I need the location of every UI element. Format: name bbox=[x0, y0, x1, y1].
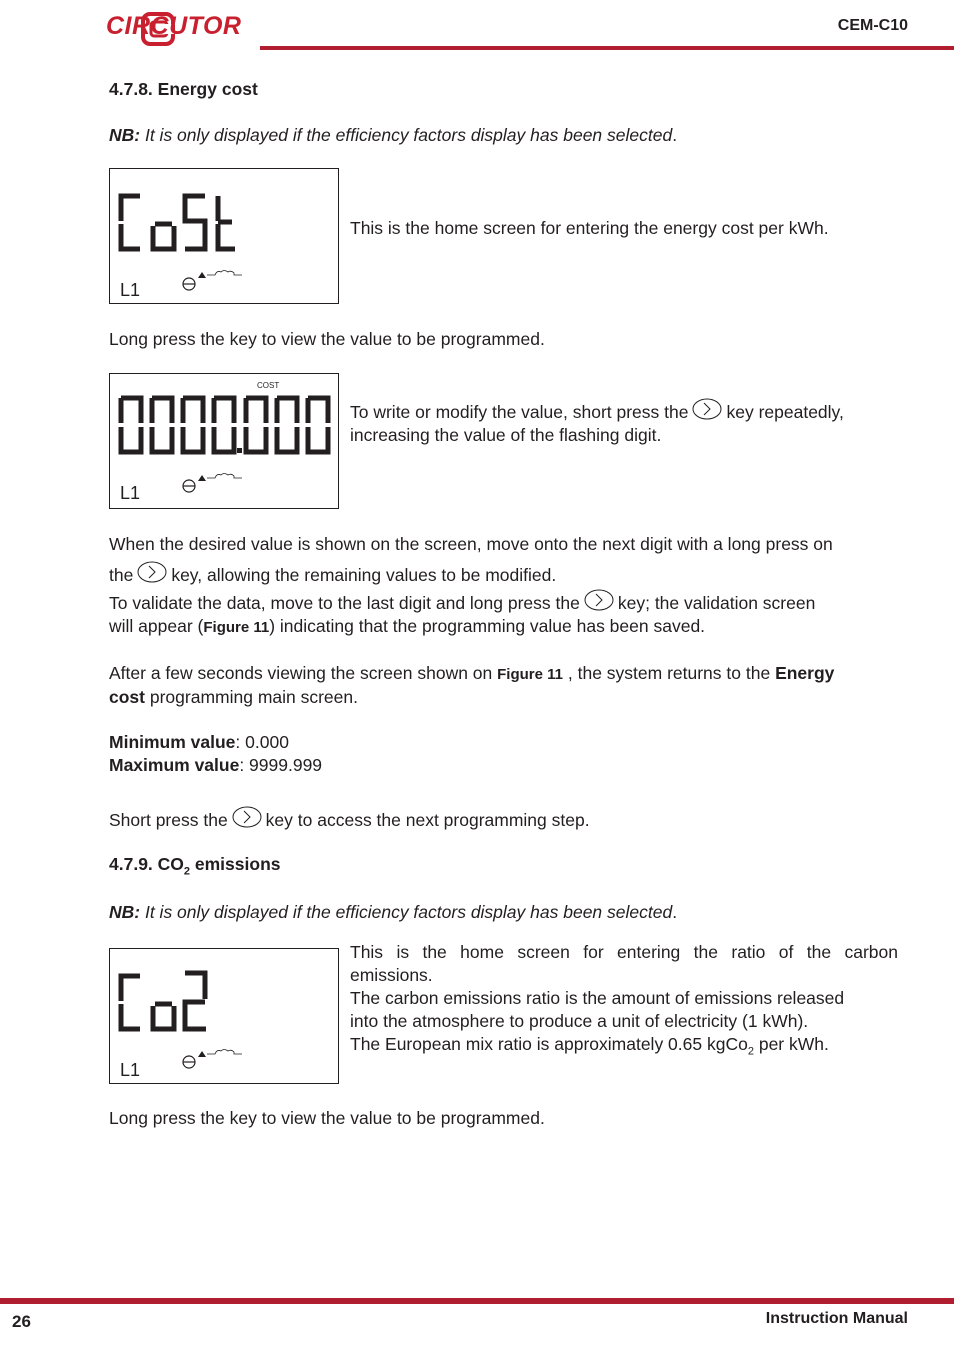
co2-ratio-b: into the atmosphere to produce a unit of electricity (1 kWh). bbox=[350, 1011, 809, 1031]
load-icon bbox=[198, 1050, 242, 1058]
right-arrow-key-icon bbox=[137, 561, 167, 583]
lcd-cost-label: COST bbox=[257, 381, 280, 390]
title-b: emissions bbox=[190, 854, 281, 874]
after-text-b: , the system returns to the bbox=[567, 663, 771, 683]
min-value: : 0.000 bbox=[235, 732, 289, 752]
max-label: Maximum value bbox=[109, 755, 240, 775]
desired-text-a: When the desired value is shown on the screen, move onto the next digit with a long press on bbox=[109, 534, 833, 554]
lcd-digit-0 bbox=[121, 398, 141, 452]
footer-title: Instruction Manual bbox=[765, 1310, 908, 1327]
validate-text-d: ) indicating that the programming value has been saved. bbox=[269, 616, 706, 636]
co2-ratio-a: The carbon emissions ratio is the amount of emissions released bbox=[350, 988, 845, 1008]
desired-value-paragraph bbox=[109, 533, 909, 639]
page-number: 26 bbox=[12, 1312, 31, 1331]
short-press-text bbox=[109, 806, 590, 832]
lcd-cost-home-screen bbox=[109, 168, 339, 304]
after-paragraph bbox=[109, 662, 909, 709]
lcd-decimal-point bbox=[237, 448, 242, 453]
section-title-co2-emissions bbox=[109, 854, 281, 878]
title-a: 4.7.9. CO bbox=[109, 854, 184, 874]
lcd-digit-0 bbox=[277, 398, 297, 452]
max-value: : 9999.999 bbox=[239, 755, 323, 775]
lcd-co2-home-screen bbox=[109, 948, 339, 1084]
write-text-c: increasing the value of the flashing digit. bbox=[350, 425, 662, 445]
write-text-b: key repeatedly, bbox=[726, 402, 844, 422]
model-name: CEM-C10 bbox=[837, 17, 908, 34]
load-icon bbox=[198, 271, 242, 279]
nb-end: . bbox=[672, 902, 678, 922]
nb-text: It is only displayed if the efficiency factors display has been selected bbox=[140, 902, 673, 922]
lcd-segment-o bbox=[153, 1004, 174, 1029]
lcd-phase-label: L1 bbox=[120, 483, 141, 503]
lcd-segment-C bbox=[121, 196, 140, 249]
nb-label: NB: bbox=[109, 902, 141, 922]
validate-text-c: will appear ( bbox=[109, 616, 204, 636]
desired-text-c: key, allowing the remaining values to be modified. bbox=[171, 565, 557, 585]
footer-rule bbox=[0, 1298, 954, 1304]
co2-mix-a: The European mix ratio is approximately 0.65 kgCo bbox=[350, 1034, 748, 1054]
nb-end: . bbox=[672, 125, 678, 145]
min-label: Minimum value bbox=[109, 732, 236, 752]
right-arrow-key-icon bbox=[692, 398, 722, 420]
lcd-digit-0 bbox=[214, 398, 234, 452]
lcd-digit-0 bbox=[183, 398, 203, 452]
short-text-b: key to access the next programming step. bbox=[265, 810, 590, 830]
transformer-icon bbox=[183, 1056, 195, 1068]
lcd-segment-o bbox=[153, 224, 174, 249]
lcd-digit-0 bbox=[246, 398, 266, 452]
write-text-a: To write or modify the value, short press the bbox=[350, 402, 689, 422]
lcd-segment-2 bbox=[185, 973, 206, 1029]
lcd-digits-value bbox=[121, 398, 328, 452]
short-text-a: Short press the bbox=[109, 810, 228, 830]
lcd-phase-label: L1 bbox=[120, 280, 141, 300]
nb-text: It is only displayed if the efficiency factors display has been selected bbox=[140, 125, 673, 145]
after-text-c: programming main screen. bbox=[149, 687, 358, 707]
lcd-segment-S bbox=[185, 196, 205, 249]
co2-home-a: This is the home screen for entering the ratio of the carbon bbox=[350, 942, 898, 962]
after-bold2: cost bbox=[109, 687, 145, 707]
long-press-text-co2: Long press the key to view the value to be programmed. bbox=[109, 1108, 545, 1128]
lcd-segment-t bbox=[218, 196, 235, 249]
brand-name: CIRCUTOR bbox=[106, 12, 242, 40]
nb-label: NB: bbox=[109, 125, 141, 145]
transformer-icon bbox=[183, 278, 195, 290]
nb-note bbox=[109, 125, 677, 146]
co2-home-b: emissions. bbox=[350, 965, 433, 985]
validate-text-b: key; the validation screen bbox=[617, 593, 816, 613]
co2-mix-b: per kWh. bbox=[753, 1034, 829, 1054]
title-sub: 2 bbox=[183, 865, 191, 878]
lcd-digits bbox=[121, 196, 235, 249]
nb-note bbox=[109, 902, 677, 923]
validate-text-a: To validate the data, move to the last digit and long press the bbox=[109, 593, 580, 613]
figure-reference: Figure 11 bbox=[203, 619, 270, 636]
co2-description bbox=[350, 941, 898, 1064]
lcd-digit-0 bbox=[308, 398, 328, 452]
header-rule bbox=[260, 46, 954, 50]
desired-text-b: the bbox=[109, 565, 134, 585]
right-arrow-key-icon bbox=[584, 589, 614, 611]
long-press-text: Long press the key to view the value to be programmed. bbox=[109, 329, 545, 349]
lcd-digit-0 bbox=[152, 398, 172, 452]
write-instructions bbox=[350, 398, 910, 447]
lcd-cost-display bbox=[110, 169, 338, 303]
lcd-digits bbox=[121, 973, 206, 1029]
transformer-icon bbox=[183, 480, 195, 492]
lcd-value-display bbox=[110, 374, 338, 508]
lcd-cost-value-screen bbox=[109, 373, 339, 509]
lcd-phase-label: L1 bbox=[120, 1060, 141, 1080]
lcd-co2-display bbox=[110, 949, 338, 1083]
figure-reference: Figure 11 bbox=[497, 666, 563, 683]
min-max-values bbox=[109, 731, 322, 777]
cost-home-text: This is the home screen for entering the energy cost per kWh. bbox=[350, 218, 829, 238]
after-bold: Energy bbox=[775, 663, 835, 683]
section-title-energy-cost: 4.7.8. Energy cost bbox=[109, 79, 258, 99]
load-icon bbox=[198, 474, 242, 482]
after-text-a: After a few seconds viewing the screen shown on bbox=[109, 663, 493, 683]
co2-mix-sub: 2 bbox=[747, 1045, 754, 1058]
lcd-segment-C bbox=[121, 976, 140, 1029]
right-arrow-key-icon bbox=[232, 806, 262, 828]
